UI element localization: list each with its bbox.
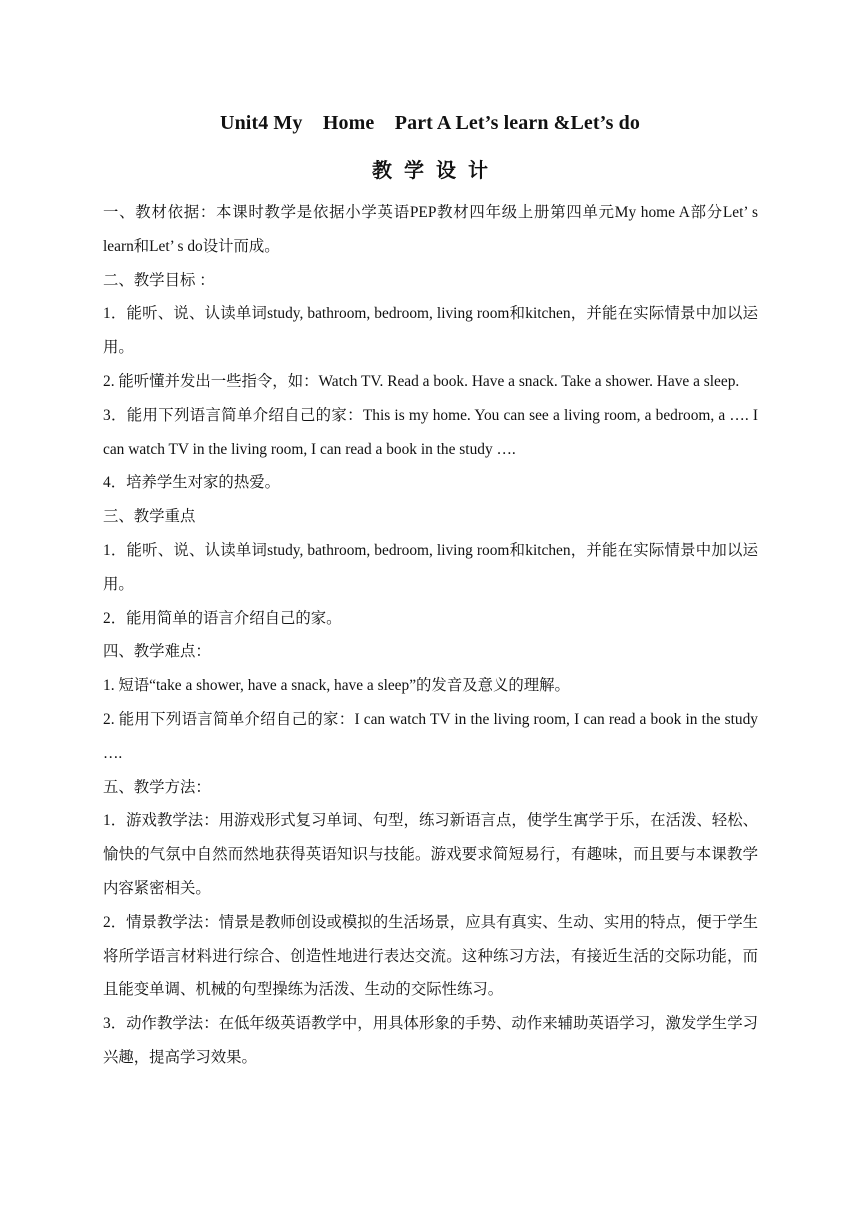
heading-difficult-points: 四、教学难点： xyxy=(103,643,211,661)
method-2-situations: 2．情景教学法：情景是教师创设或模拟的生活场景，应具有真实、生动、实用的特点，便于学生将所学语言材料进行综合、创造性地进行表达交流。这种练习方法，有接近生活的交际功能，而且能变单调、机械的句型操练为活泼、生动的交际性练习。 xyxy=(103,913,758,999)
document-body xyxy=(103,196,758,1075)
heading-key-points: 三、教学重点 xyxy=(103,508,196,526)
heading-teaching-methods: 五、教学方法： xyxy=(103,778,211,796)
method-3-actions: 3．动作教学法：在低年级英语教学中，用具体形象的手势、动作来辅助英语学习，激发学生学习兴趣，提高学习效果。 xyxy=(103,1015,758,1066)
paragraph-textbook-basis: 一、教材依据：本课时教学是依据小学英语PEP教材四年级上册第四单元My home A部分Let’ s learn和Let’ s do设计而成。 xyxy=(103,204,758,255)
key-point-1: 1．能听、说、认读单词study, bathroom, bedroom, living room和kitchen，并能在实际情景中加以运用。 xyxy=(103,541,758,593)
method-1-games: 1．游戏教学法：用游戏形式复习单词、句型，练习新语言点，使学生寓学于乐，在活泼、轻松、愉快的气氛中自然而然地获得英语知识与技能。游戏要求简短易行，有趣味，而且要与本课教学内容紧密相关。 xyxy=(103,812,758,897)
objective-2: 2. 能听懂并发出一些指令，如：Watch TV. Read a book. Have a snack. Take a shower. Have a sleep. xyxy=(103,372,740,390)
objective-4: 4．培养学生对家的热爱。 xyxy=(103,474,280,492)
objective-1: 1．能听、说、认读单词study, bathroom, bedroom, living room和kitchen，并能在实际情景中加以运用。 xyxy=(103,305,758,357)
objective-3: 3．能用下列语言简单介绍自己的家：This is my home. You can see a living room, a bedroom, a …. I can watch TV in the living room, I can read a book in the study …. xyxy=(103,406,758,458)
key-point-2: 2．能用简单的语言介绍自己的家。 xyxy=(103,609,342,627)
heading-teaching-objectives: 二、教学目标 ： xyxy=(103,271,215,289)
document-title: Unit4 My Home Part A Let’s learn &Let’s do xyxy=(220,112,640,134)
difficult-point-2: 2. 能用下列语言简单介绍自己的家：I can watch TV in the living room, I can read a book in the study …. xyxy=(103,710,758,762)
document-subtitle: 教学设计 xyxy=(372,160,500,182)
difficult-point-1: 1. 短语“take a shower, have a snack, have a sleep”的发音及意义的理解。 xyxy=(103,677,570,695)
